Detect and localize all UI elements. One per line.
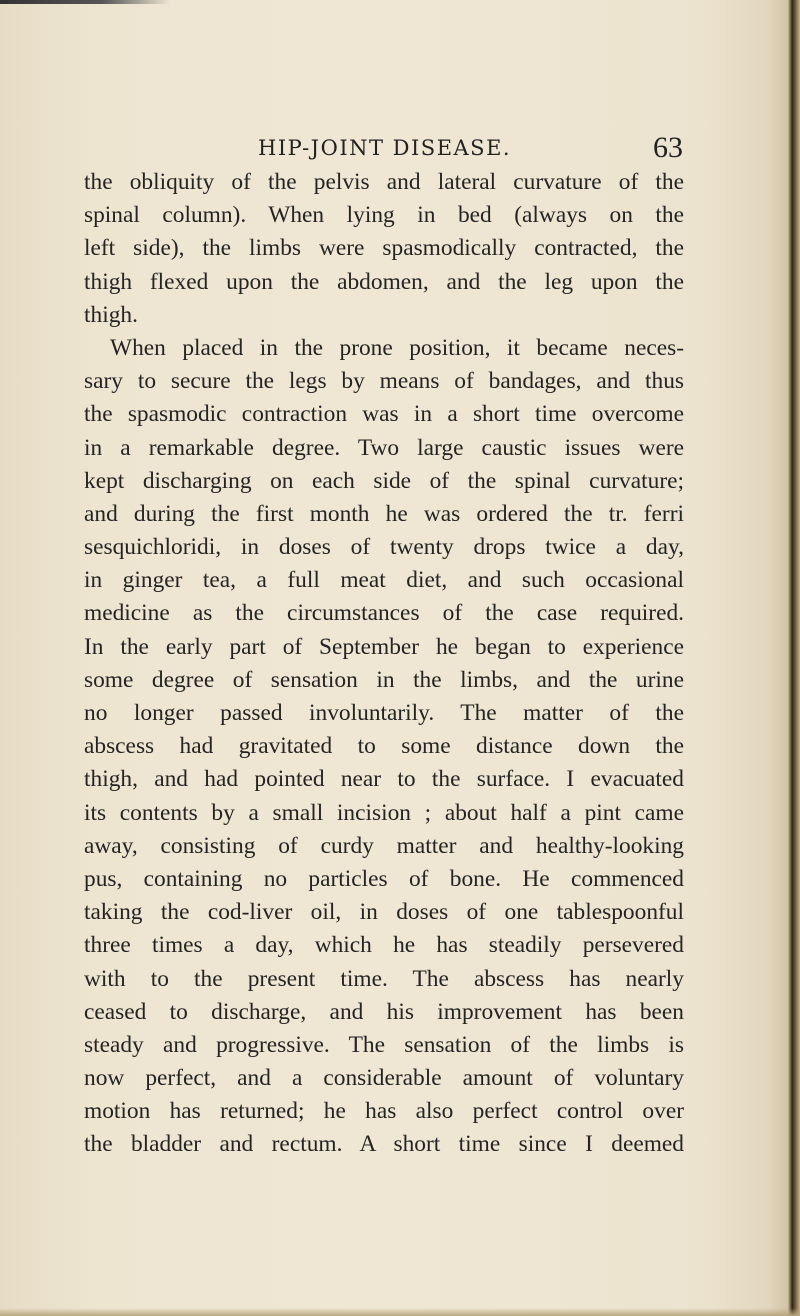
- running-head: HIP-JOINT DISEASE.: [258, 136, 512, 160]
- page-binding-edge: [788, 0, 800, 1316]
- text-line: the bladder and rectum. A short time since I deemed: [84, 1131, 684, 1158]
- text-line: with to the present time. The abscess has nearly: [84, 965, 684, 992]
- text-line: In the early part of September he began to experience: [84, 633, 684, 660]
- text-line: thigh.: [84, 301, 138, 328]
- text-line: three times a day, which he has steadily persevered: [84, 932, 684, 959]
- text-line: its contents by a small incision ; about half a pint came: [84, 799, 684, 826]
- text-line: some degree of sensation in the limbs, and the urine: [84, 666, 684, 693]
- text-line: medicine as the circumstances of the case required.: [84, 600, 684, 627]
- text-line: abscess had gravitated to some distance down the: [84, 733, 684, 760]
- text-line: thigh, and had pointed near to the surface. I evacuated: [84, 766, 684, 793]
- text-line: thigh flexed upon the abdomen, and the leg upon the: [84, 268, 684, 295]
- text-line: and during the first month he was ordered the tr. ferri: [84, 500, 684, 527]
- text-line: taking the cod-liver oil, in doses of one tablespoonful: [84, 899, 684, 926]
- body-text: [84, 166, 684, 1162]
- text-line: kept discharging on each side of the spinal curvature;: [84, 467, 684, 494]
- text-line: the obliquity of the pelvis and lateral curvature of the: [84, 169, 684, 195]
- text-line: no longer passed involuntarily. The matter of the: [84, 700, 684, 726]
- text-line: ceased to discharge, and his improvement has been: [84, 998, 684, 1025]
- text-line: the spasmodic contraction was in a short time overcome: [84, 401, 684, 428]
- text-line: sary to secure the legs by means of bandages, and thus: [84, 368, 684, 395]
- text-line: steady and progressive. The sensation of the limbs is: [84, 1031, 684, 1058]
- text-line: left side), the limbs were spasmodically contracted, the: [84, 235, 684, 262]
- text-line: away, consisting of curdy matter and healthy-looking: [84, 832, 684, 859]
- text-line: When placed in the prone position, it became neces-: [110, 334, 684, 361]
- page-number: 63: [653, 131, 683, 164]
- text-line: now perfect, and a considerable amount of voluntary: [84, 1065, 684, 1092]
- page-bottom-edge: [0, 1308, 800, 1316]
- top-edge-rule: [0, 0, 170, 4]
- text-line: sesquichloridi, in doses of twenty drops twice a day,: [84, 534, 684, 561]
- text-line: in ginger tea, a full meat diet, and such occasional: [84, 567, 684, 594]
- text-line: spinal column). When lying in bed (always on the: [84, 202, 684, 229]
- text-line: in a remarkable degree. Two large caustic issues were: [84, 434, 684, 461]
- text-line: motion has returned; he has also perfect control over: [84, 1098, 684, 1125]
- text-line: pus, containing no particles of bone. He commenced: [84, 865, 684, 892]
